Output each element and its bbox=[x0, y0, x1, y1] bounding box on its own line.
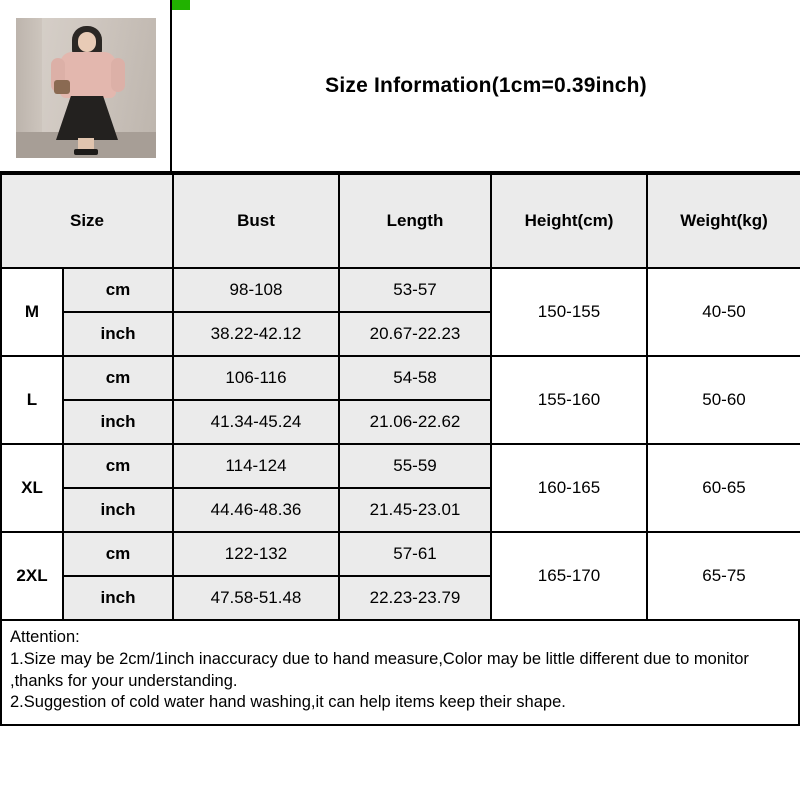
cell-bust-cm: 98-108 bbox=[173, 268, 339, 312]
row-size-label: M bbox=[1, 268, 63, 356]
header-length: Length bbox=[339, 174, 491, 268]
attention-line-2: 2.Suggestion of cold water hand washing,it can help items keep their shape. bbox=[10, 693, 566, 712]
green-marker bbox=[172, 0, 190, 10]
header-bust: Bust bbox=[173, 174, 339, 268]
cell-bust-inch: 41.34-45.24 bbox=[173, 400, 339, 444]
cell-height: 160-165 bbox=[491, 444, 647, 532]
cell-height: 155-160 bbox=[491, 356, 647, 444]
row-unit-inch: inch bbox=[63, 576, 173, 620]
table-row bbox=[1, 268, 800, 312]
row-unit-cm: cm bbox=[63, 532, 173, 576]
cell-weight: 40-50 bbox=[647, 268, 800, 356]
row-unit-inch: inch bbox=[63, 488, 173, 532]
cell-height: 150-155 bbox=[491, 268, 647, 356]
row-unit-inch: inch bbox=[63, 312, 173, 356]
cell-length-inch: 21.06-22.62 bbox=[339, 400, 491, 444]
attention-line-1: 1.Size may be 2cm/1inch inaccuracy due to hand measure,Color may be little different due to monitor ,thanks for your understanding. bbox=[10, 649, 754, 690]
cell-height: 165-170 bbox=[491, 532, 647, 620]
cell-bust-inch: 44.46-48.36 bbox=[173, 488, 339, 532]
page-title: Size Information(1cm=0.39inch) bbox=[325, 73, 647, 97]
cell-weight: 60-65 bbox=[647, 444, 800, 532]
header-size: Size bbox=[1, 174, 173, 268]
attention-block bbox=[0, 621, 800, 726]
cell-length-inch: 22.23-23.79 bbox=[339, 576, 491, 620]
cell-length-cm: 53-57 bbox=[339, 268, 491, 312]
model-shoes bbox=[74, 149, 98, 155]
header-weight: Weight(kg) bbox=[647, 174, 800, 268]
product-photo-cell bbox=[0, 0, 172, 171]
table-row bbox=[1, 444, 800, 488]
row-size-label: XL bbox=[1, 444, 63, 532]
header-height: Height(cm) bbox=[491, 174, 647, 268]
row-unit-cm: cm bbox=[63, 444, 173, 488]
product-photo bbox=[16, 18, 156, 158]
header-band bbox=[0, 0, 800, 173]
row-size-label: 2XL bbox=[1, 532, 63, 620]
row-unit-cm: cm bbox=[63, 356, 173, 400]
cell-length-inch: 20.67-22.23 bbox=[339, 312, 491, 356]
cell-weight: 65-75 bbox=[647, 532, 800, 620]
attention-heading: Attention: bbox=[10, 628, 80, 646]
cell-length-inch: 21.45-23.01 bbox=[339, 488, 491, 532]
cell-bust-inch: 38.22-42.12 bbox=[173, 312, 339, 356]
row-unit-inch: inch bbox=[63, 400, 173, 444]
table-header-row bbox=[1, 174, 800, 268]
row-size-label: L bbox=[1, 356, 63, 444]
model-bag bbox=[54, 80, 70, 94]
cell-bust-cm: 114-124 bbox=[173, 444, 339, 488]
cell-length-cm: 54-58 bbox=[339, 356, 491, 400]
table-row bbox=[1, 356, 800, 400]
title-cell bbox=[172, 0, 800, 171]
table-row bbox=[1, 532, 800, 576]
model-face bbox=[78, 32, 96, 52]
row-unit-cm: cm bbox=[63, 268, 173, 312]
cell-weight: 50-60 bbox=[647, 356, 800, 444]
cell-bust-inch: 47.58-51.48 bbox=[173, 576, 339, 620]
size-table bbox=[0, 173, 800, 621]
cell-length-cm: 55-59 bbox=[339, 444, 491, 488]
cell-bust-cm: 106-116 bbox=[173, 356, 339, 400]
cell-length-cm: 57-61 bbox=[339, 532, 491, 576]
cell-bust-cm: 122-132 bbox=[173, 532, 339, 576]
